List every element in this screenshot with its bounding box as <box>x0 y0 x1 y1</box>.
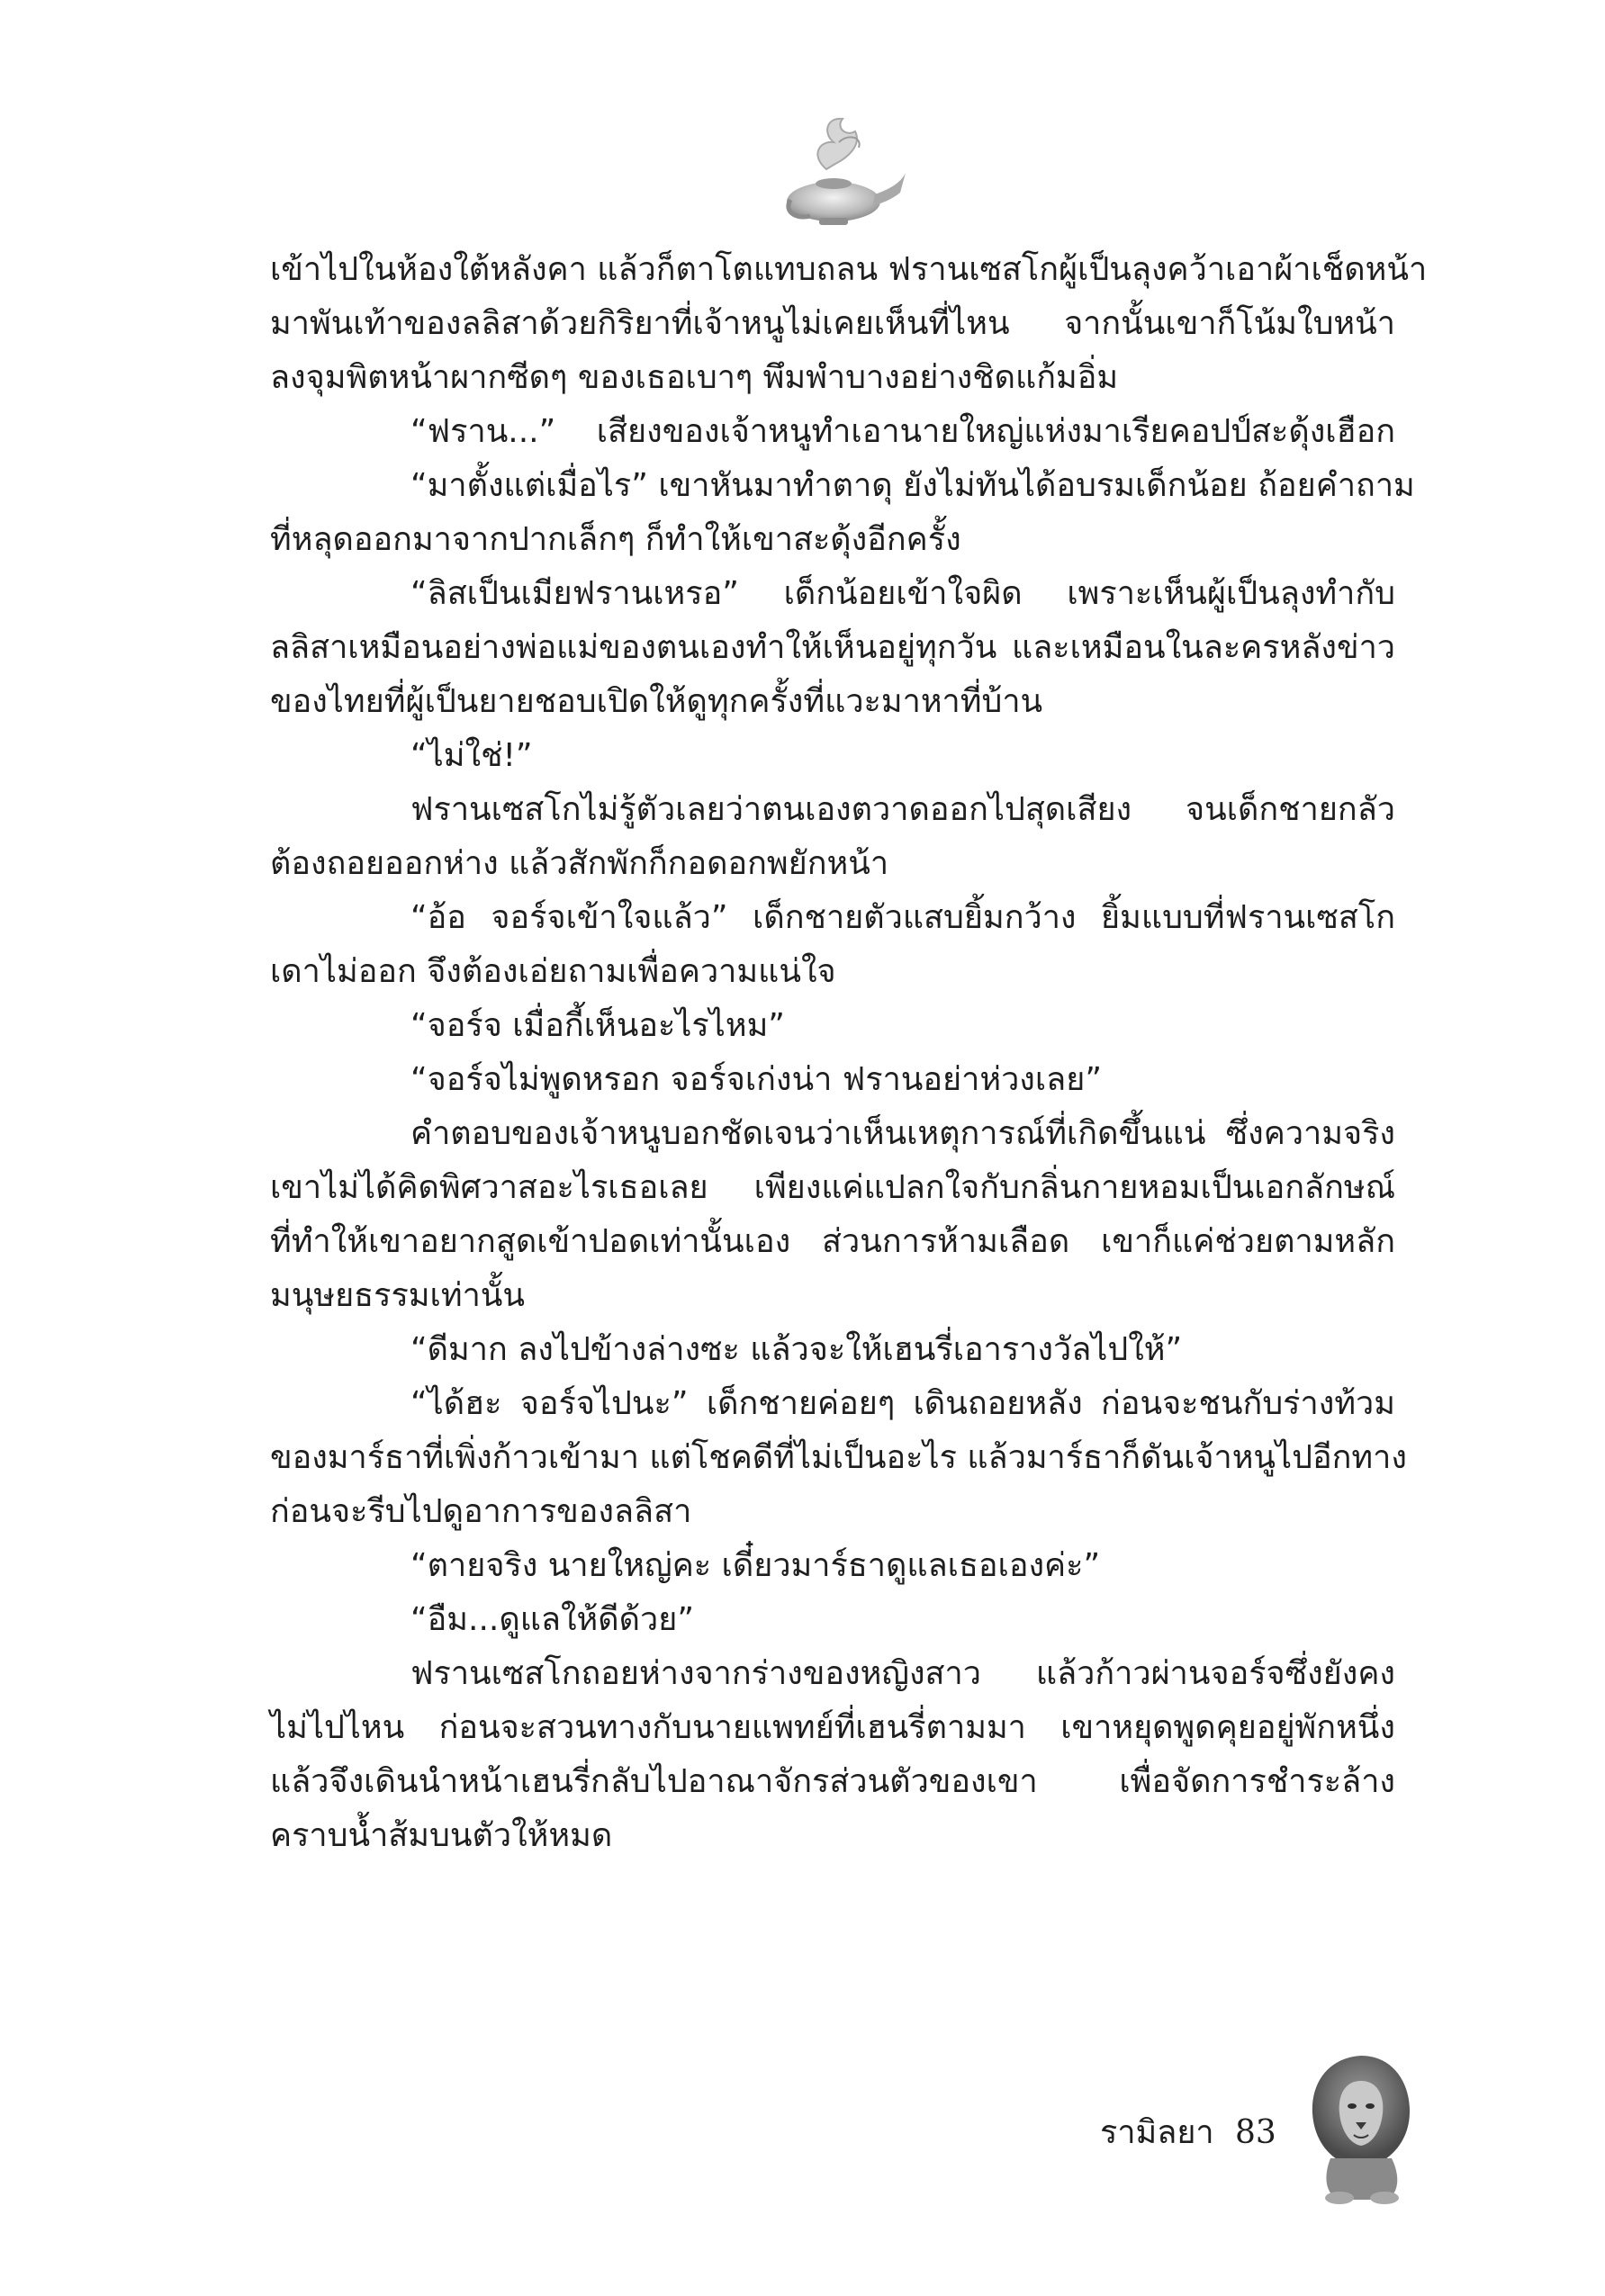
text-line: ฟรานเซสโกถอยห่างจากร่างของหญิงสาว แล้วก้าวผ่านจอร์จซึ่งยังคง <box>410 1655 1395 1692</box>
text-line: เดาไม่ออก จึงต้องเอ่ยถามเพื่อความแน่ใจ <box>270 953 836 990</box>
lion-icon <box>1303 2050 1419 2205</box>
text-line: ไม่ไปไหน ก่อนจะสวนทางกับนายแพทย์ที่เฮนรี่ตามมา เขาหยุดพูดคุยอยู่พักหนึ่ง <box>270 1709 1395 1746</box>
text-line: “ฟราน...” เสียงของเจ้าหนูทำเอานายใหญ่แห่งมาเรียคอปป์สะดุ้งเฮือก <box>410 413 1395 450</box>
text-line: มนุษยธรรมเท่านั้น <box>270 1277 526 1314</box>
text-line: “อืม...ดูแลให้ดีด้วย” <box>410 1601 694 1638</box>
text-line: “ลิสเป็นเมียฟรานเหรอ” เด็กน้อยเข้าใจผิด เพราะเห็นผู้เป็นลุงทำกับ <box>410 575 1395 612</box>
text-line: “อ้อ จอร์จเข้าใจแล้ว” เด็กชายตัวแสบยิ้มกว้าง ยิ้มแบบที่ฟรานเซสโก <box>410 899 1395 936</box>
text-line: ก่อนจะรีบไปดูอาการของลลิสา <box>270 1493 692 1530</box>
text-line: “ได้ฮะ จอร์จไปนะ” เด็กชายค่อยๆ เดินถอยหลัง ก่อนจะชนกับร่างท้วม <box>410 1385 1395 1422</box>
page-number: 83 <box>1235 2114 1276 2151</box>
text-line: “ดีมาก ลงไปข้างล่างซะ แล้วจะให้เฮนรี่เอารางวัลไปให้” <box>410 1331 1183 1368</box>
text-line: แล้วจึงเดินนำหน้าเฮนรี่กลับไปอาณาจักรส่วนตัวของเขา เพื่อจัดการชำระล้าง <box>270 1763 1395 1800</box>
text-line: เข้าไปในห้องใต้หลังคา แล้วก็ตาโตแทบถลน ฟรานเซสโกผู้เป็นลุงคว้าเอาผ้าเช็ดหน้า <box>270 251 1428 288</box>
text-line: “ไม่ใช่!” <box>410 737 533 774</box>
text-line: มาพันเท้าของลลิสาด้วยกิริยาที่เจ้าหนูไม่เคยเห็นที่ไหน จากนั้นเขาก็โน้มใบหน้า <box>270 305 1395 342</box>
text-line: เขาไม่ได้คิดพิศวาสอะไรเธอเลย เพียงแค่แปลกใจกับกลิ่นกายหอมเป็นเอกลักษณ์ <box>270 1169 1395 1206</box>
text-line: “มาตั้งแต่เมื่อไร” เขาหันมาทำตาดุ ยังไม่ทันได้อบรมเด็กน้อย ถ้อยคำถาม <box>410 467 1415 504</box>
text-line: “ตายจริง นายใหญ่คะ เดี๋ยวมาร์ธาดูแลเธอเองค่ะ” <box>410 1547 1101 1584</box>
text-line: “จอร์จ เมื่อกี้เห็นอะไรไหม” <box>410 1007 785 1044</box>
text-line: “จอร์จไม่พูดหรอก จอร์จเก่งน่า ฟรานอย่าห่วงเลย” <box>410 1061 1102 1098</box>
text-line: ต้องถอยออกห่าง แล้วสักพักก็กอดอกพยักหน้า <box>270 845 889 882</box>
text-line: ที่ทำให้เขาอยากสูดเข้าปอดเท่านั้นเอง ส่วนการห้ามเลือด เขาก็แค่ช่วยตามหลัก <box>270 1223 1395 1260</box>
text-line: ลงจุมพิตหน้าผากซีดๆ ของเธอเบาๆ พึมพำบางอย่างชิดแก้มอิ่ม <box>270 359 1119 396</box>
text-line: คราบน้ำส้มบนตัวให้หมด <box>270 1817 613 1854</box>
text-line: คำตอบของเจ้าหนูบอกชัดเจนว่าเห็นเหตุการณ์ที่เกิดขึ้นแน่ ซึ่งความจริง <box>410 1115 1395 1152</box>
text-line: ฟรานเซสโกไม่รู้ตัวเลยว่าตนเองตวาดออกไปสุดเสียง จนเด็กชายกลัว <box>410 791 1395 828</box>
text-line: ของมาร์ธาที่เพิ่งก้าวเข้ามา แต่โชคดีที่ไม่เป็นอะไร แล้วมาร์ธาก็ดันเจ้าหนูไปอีกทาง <box>270 1439 1407 1476</box>
text-line: ลลิสาเหมือนอย่างพ่อแม่ของตนเองทำให้เห็นอยู่ทุกวัน และเหมือนในละครหลังข่าว <box>270 629 1395 666</box>
text-line: ของไทยที่ผู้เป็นยายชอบเปิดให้ดูทุกครั้งที่แวะมาหาที่บ้าน <box>270 683 1043 720</box>
genie-lamp-icon <box>756 106 909 241</box>
body-text <box>270 243 1428 1863</box>
running-footer-title: รามิลยา <box>1100 2114 1214 2151</box>
text-line: ที่หลุดออกมาจากปากเล็กๆ ก็ทำให้เขาสะดุ้งอีกครั้ง <box>270 521 961 558</box>
